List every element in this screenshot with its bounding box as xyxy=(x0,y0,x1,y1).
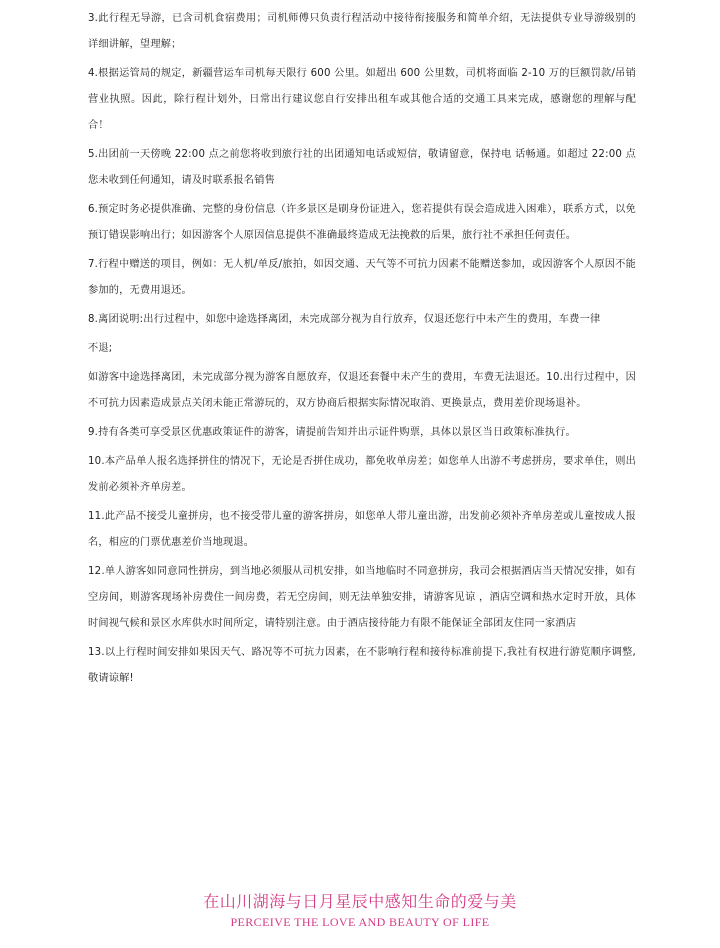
notice-item-5-departure-notice: 5.出团前一天傍晚 22:00 点之前您将收到旅行社的出团通知电话或短信，敬请留意，保持电 话畅通。如超过 22:00 点您未收到任何通知，请及时联系报名销售 xyxy=(88,149,636,186)
notice-item-12-room-sharing: 12.单人游客如同意同性拼房，到当地必须服从司机安排，如当地临时不同意拼房，我司会根据酒店当天情况安排，如有空房间，则游客现场补房费住一间房费，若无空房间，则无法单独安排，请游客见谅 ，酒店空调和热水定时开放，具体时间视气候和景区水库供水时间所定，请特别注意。由于酒店接待能力有限不能保证全部团友住同一家酒店 xyxy=(88,566,636,629)
slogan-chinese: 在山川湖海与日月星辰中感知生命的爱与美 xyxy=(203,892,517,911)
notice-item-4-driving-limit: 4.根据运管局的规定，新疆营运车司机每天限行 600 公里。如超出 600 公里数，司机将面临 2-10 万的巨额罚款/吊销营业执照。因此，除行程计划外，日常出行建议您自行安排出租车或其他合适的交通工具来完成，感谢您的理解与配合！ xyxy=(88,68,636,131)
footer-slogan xyxy=(0,890,720,930)
notice-item-6-identity-info: 6.预定时务必提供准确、完整的身份信息（许多景区是刷身份证进入，您若提供有误会造成进入困难），联系方式，以免预订错误影响出行；如因游客个人原因信息提供不准确最终造成无法挽救的后果，旅行社不承担任何责任。 xyxy=(88,204,636,241)
notice-item-7-gift-items: 7.行程中赠送的项目，例如：无人机/单反/旅拍，如因交通、天气等不可抗力因素不能赠送参加，或因游客个人原因不能参加的，无费用退还。 xyxy=(88,259,636,296)
notice-item-8-leaving-group: 8.离团说明:出行过程中，如您中途选择离团，未完成部分视为自行放弃，仅退还您行中未产生的费用，车费一律 xyxy=(88,314,601,325)
notice-content xyxy=(88,6,636,695)
notice-item-8-no-refund: 不退; xyxy=(88,343,113,354)
notice-item-10-single-room: 10.本产品单人报名选择拼住的情况下，无论是否拼住成功，都免收单房差；如您单人出游不考虑拼房，要求单住，则出发前必须补齐单房差。 xyxy=(88,456,636,493)
notice-item-11-children-room: 11.此产品不接受儿童拼房，也不接受带儿童的游客拼房，如您单人带儿童出游，出发前必须补齐单房差或儿童按成人报名，相应的门票优惠差价当地现退。 xyxy=(88,511,636,548)
notice-item-8-leaving-detail: 如游客中途选择离团，未完成部分视为游客自愿放弃，仅退还套餐中未产生的费用，车费无法退还。10.出行过程中，因不可抗力因素造成景点关闭未能正常游玩的，双方协商后根据实际情况取消、更换景点，费用差价现场退补。 xyxy=(88,372,636,409)
slogan-english: PERCEIVE THE LOVE AND BEAUTY OF LIFE xyxy=(230,915,490,929)
notice-item-9-discount-certificates: 9.持有各类可享受景区优惠政策证件的游客，请提前告知并出示证件购票，具体以景区当日政策标准执行。 xyxy=(88,427,576,438)
notice-item-3-no-guide: 3.此行程无导游，已含司机食宿费用；司机师傅只负责行程活动中接待衔接服务和简单介绍，无法提供专业导游级别的详细讲解，望理解； xyxy=(88,13,636,50)
notice-item-13-schedule-adjust: 13.以上行程时间安排如果因天气、路况等不可抗力因素，在不影响行程和接待标准前提下,我社有权进行游览顺序调整,敬请谅解! xyxy=(88,647,636,684)
